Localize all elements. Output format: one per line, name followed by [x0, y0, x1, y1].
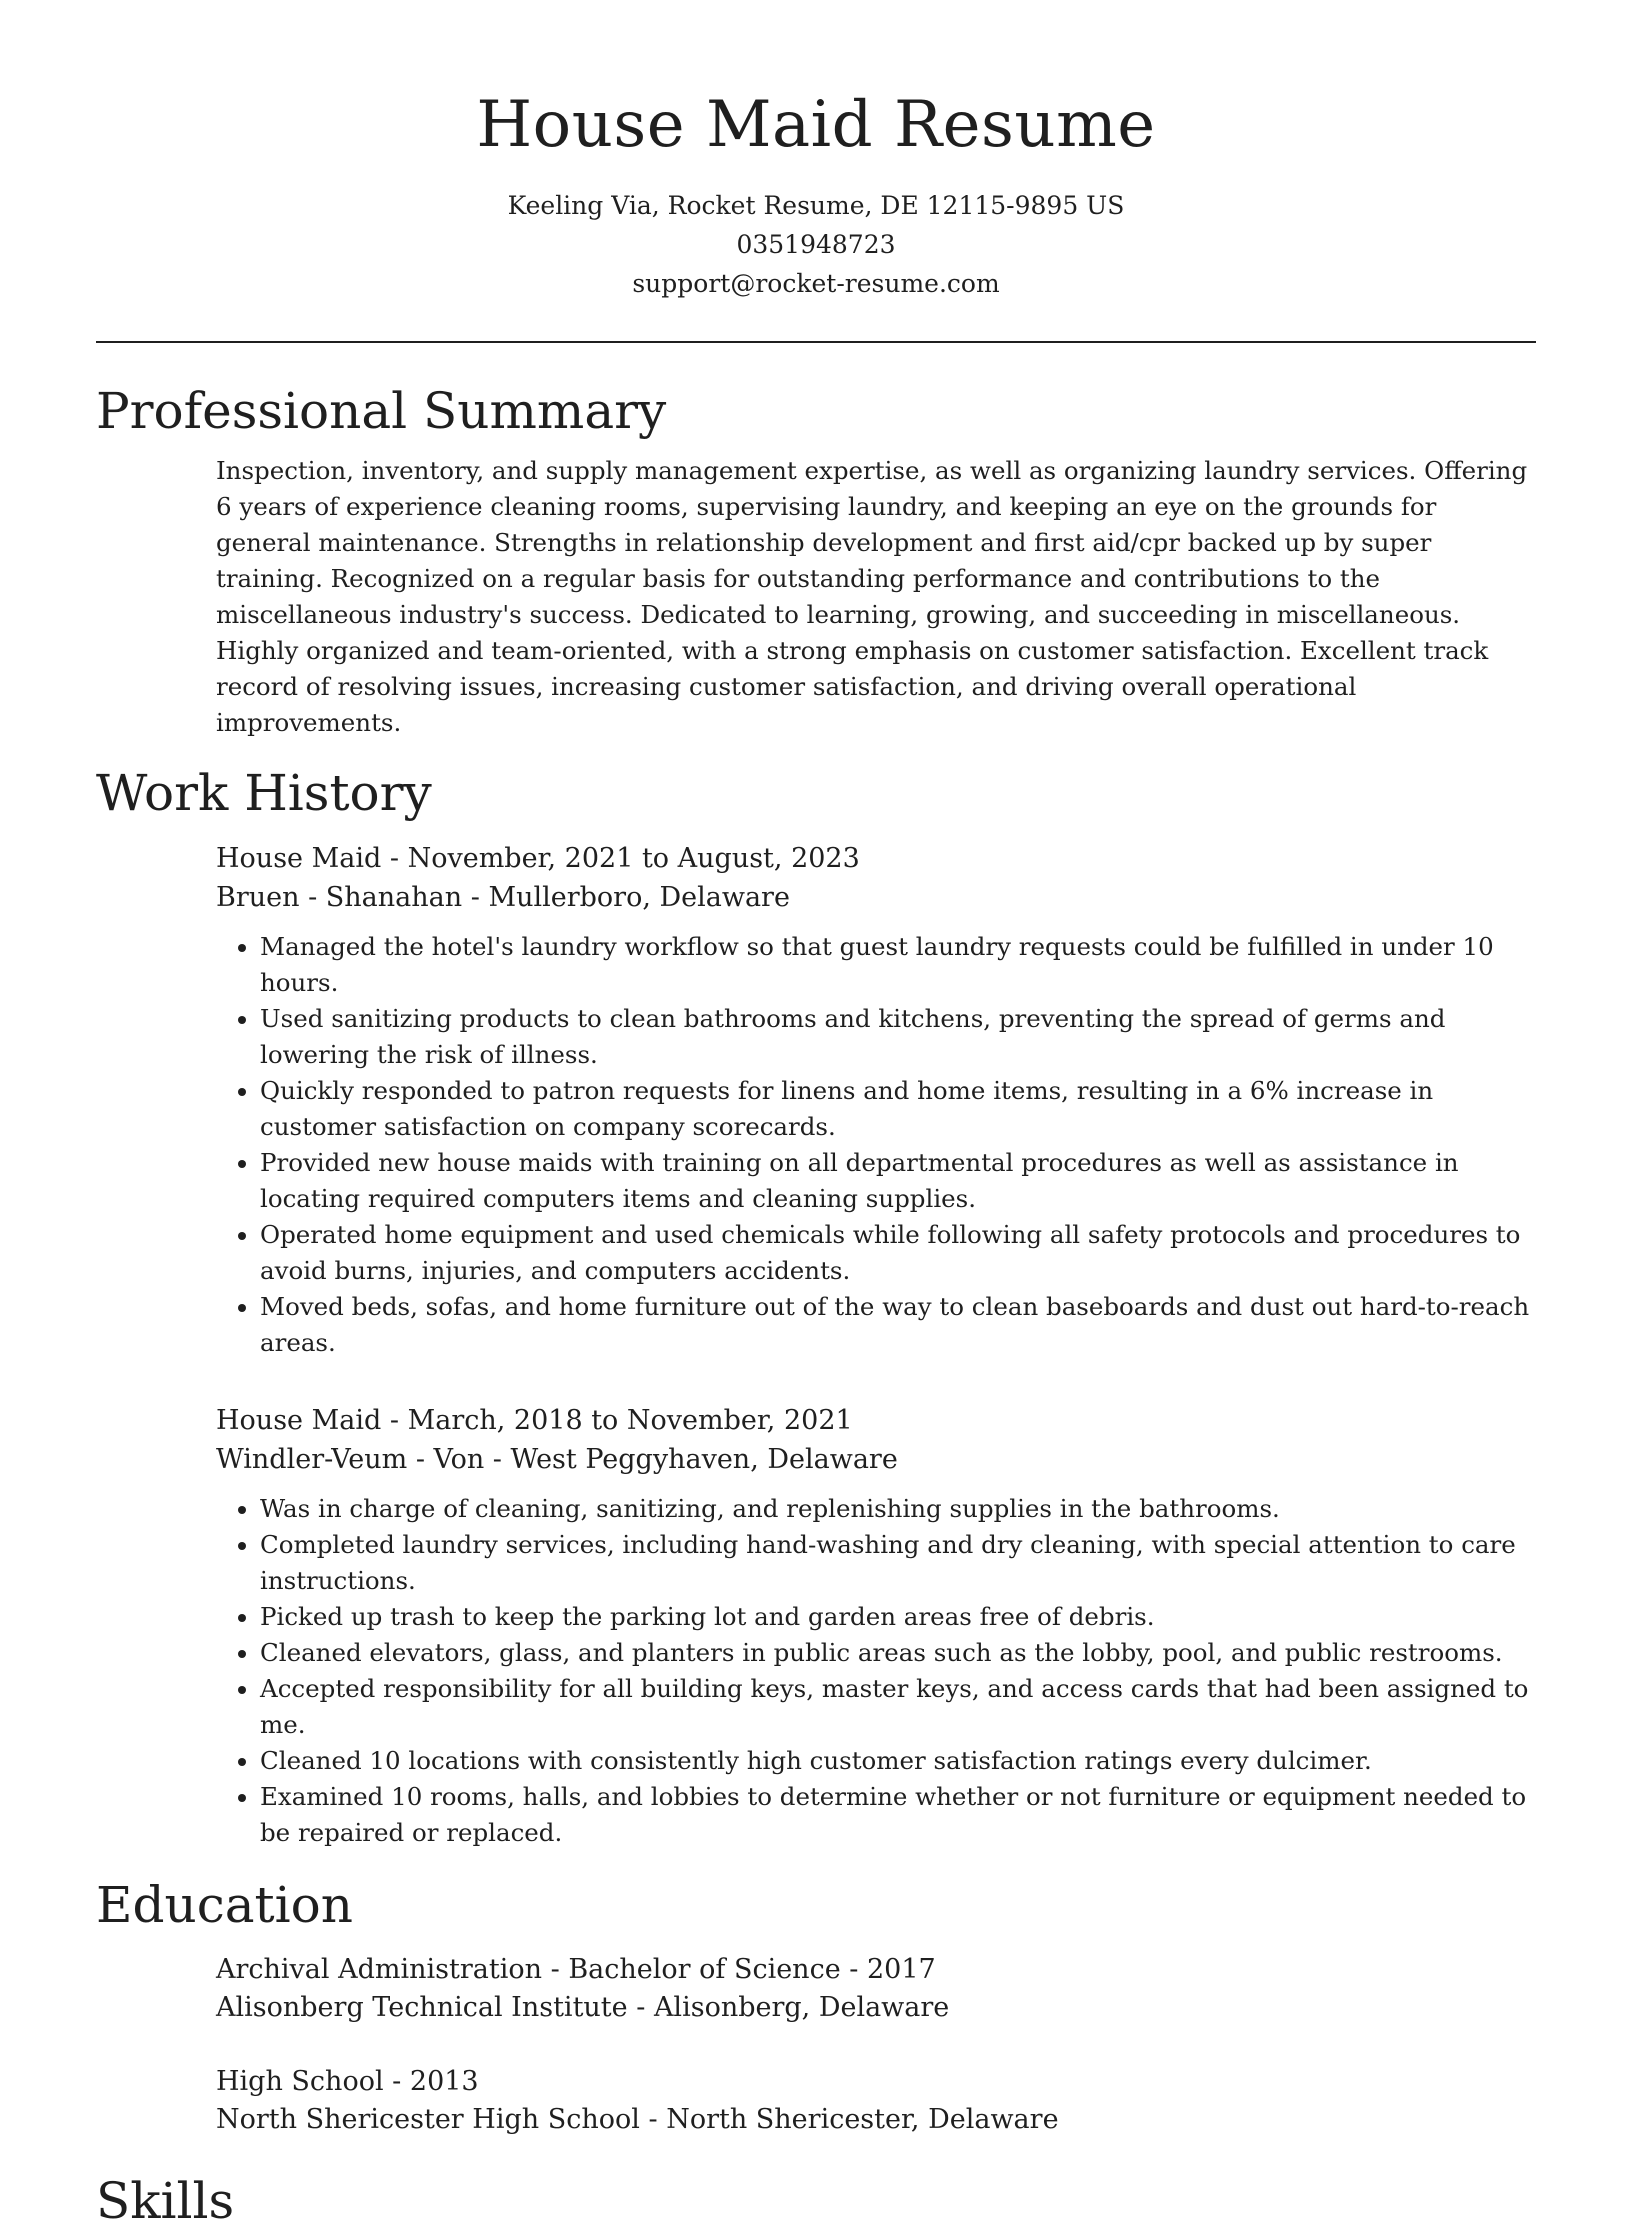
job-company: Bruen - Shanahan: [216, 882, 463, 913]
education-location: North Shericester, Delaware: [666, 2104, 1059, 2135]
summary-text: Inspection, inventory, and supply management expertise, as well as organizing laundry services. Offering 6 years of experience cleaning rooms, supervising laundry, and keeping an eye on the grounds for general maintenance. Strengths in relationship development and first aid/cpr backed up by super training. Recognized on a regular basis for outstanding performance and contributions to the miscellaneous industry's success. Dedicated to learning, growing, and succeeding in miscellaneous. Highly organized and team-oriented, with a strong emphasis on customer satisfaction. Excellent track record of resolving issues, increasing customer satisfaction, and driving overall operational improvements.: [216, 456, 1528, 737]
summary-section: [216, 453, 1536, 741]
job-bullet: • Picked up trash to keep the parking lot and garden areas free of debris.: [260, 1599, 1536, 1635]
education-school-line: North Shericester High School - North Shericester, Delaware: [216, 2104, 1059, 2135]
job-bullet: • Quickly responded to patron requests for linens and home items, resulting in a 6% increase in customer satisfaction on company scorecards.: [260, 1073, 1536, 1145]
education-degree-line: Archival Administration - Bachelor of Science - 2017: [216, 1954, 936, 1985]
job-company: Windler-Veum - Von: [216, 1444, 485, 1475]
education-school: North Shericester High School: [216, 2104, 640, 2135]
education-heading: Education: [96, 1876, 353, 1934]
resume-page: [96, 0, 1536, 2233]
job-bullet: • Accepted responsibility for all building keys, master keys, and access cards that had been assigned to me.: [260, 1671, 1536, 1743]
job-title-line: House Maid - November, 2021 to August, 2023: [216, 843, 860, 874]
job-entry: [216, 839, 1536, 1361]
job-bullet: • Examined 10 rooms, halls, and lobbies to determine whether or not furniture or equipment needed to be repaired or replaced.: [260, 1779, 1536, 1851]
contact-address: Keeling Via, Rocket Resume, DE 12115-9895 US: [507, 191, 1125, 220]
work-history-heading: Work History: [96, 764, 432, 822]
education-school: Alisonberg Technical Institute: [216, 1992, 628, 2023]
education-year: 2017: [866, 1954, 936, 1985]
job-location: Mullerboro, Delaware: [488, 882, 790, 913]
job-bullet: • Operated home equipment and used chemicals while following all safety protocols and procedures to avoid burns, injuries, and computers accidents.: [260, 1217, 1536, 1289]
summary-heading: Professional Summary: [96, 382, 667, 440]
education-entry: [216, 1951, 1536, 2027]
contact-phone: 0351948723: [736, 230, 896, 259]
job-bullet: • Used sanitizing products to clean bathrooms and kitchens, preventing the spread of germs and lowering the risk of illness.: [260, 1001, 1536, 1073]
education-entry: [216, 2063, 1536, 2139]
job-location: West Peggyhaven, Delaware: [510, 1444, 898, 1475]
education-school-line: Alisonberg Technical Institute - Alisonberg, Delaware: [216, 1992, 950, 2023]
job-bullet-list: [216, 1491, 1536, 1851]
education-degree-line: High School - 2013: [216, 2066, 479, 2097]
job-bullet: • Completed laundry services, including hand-washing and dry cleaning, with special attention to care instructions.: [260, 1527, 1536, 1599]
job-entry: [216, 1401, 1536, 1851]
job-bullet: • Provided new house maids with training on all departmental procedures as well as assistance in locating required computers items and cleaning supplies.: [260, 1145, 1536, 1217]
job-title: House Maid: [216, 843, 382, 874]
job-title: House Maid: [216, 1405, 382, 1436]
job-dates: November, 2021 to August, 2023: [407, 843, 860, 874]
education-field: High School: [216, 2066, 384, 2097]
job-bullet: • Cleaned elevators, glass, and planters in public areas such as the lobby, pool, and public restrooms.: [260, 1635, 1536, 1671]
header-divider: [96, 341, 1536, 343]
job-bullet-list: [216, 929, 1536, 1361]
education-year: 2013: [409, 2066, 479, 2097]
job-bullet: • Cleaned 10 locations with consistently high customer satisfaction ratings every dulcimer.: [260, 1743, 1536, 1779]
contact-email: support@rocket-resume.com: [632, 269, 1000, 298]
resume-header: [96, 0, 1536, 303]
job-dates: March, 2018 to November, 2021: [407, 1405, 853, 1436]
job-title-line: House Maid - March, 2018 to November, 2021: [216, 1405, 853, 1436]
education-degree: Bachelor of Science: [568, 1954, 841, 1985]
education-field: Archival Administration: [216, 1954, 543, 1985]
job-bullet: • Moved beds, sofas, and home furniture out of the way to clean baseboards and dust out hard-to-reach areas.: [260, 1289, 1536, 1361]
work-history-section: [216, 839, 1536, 1851]
job-company-line: Windler-Veum - Von - West Peggyhaven, Delaware: [216, 1444, 898, 1475]
education-location: Alisonberg, Delaware: [653, 1992, 950, 2023]
job-company-line: Bruen - Shanahan - Mullerboro, Delaware: [216, 882, 790, 913]
job-bullet: • Managed the hotel's laundry workflow so that guest laundry requests could be fulfilled in under 10 hours.: [260, 929, 1536, 1001]
job-bullet: • Was in charge of cleaning, sanitizing, and replenishing supplies in the bathrooms.: [260, 1491, 1536, 1527]
skills-heading: Skills: [96, 2172, 235, 2230]
contact-block: [96, 186, 1536, 303]
education-section: [216, 1951, 1536, 2139]
resume-title: House Maid Resume: [476, 88, 1156, 162]
